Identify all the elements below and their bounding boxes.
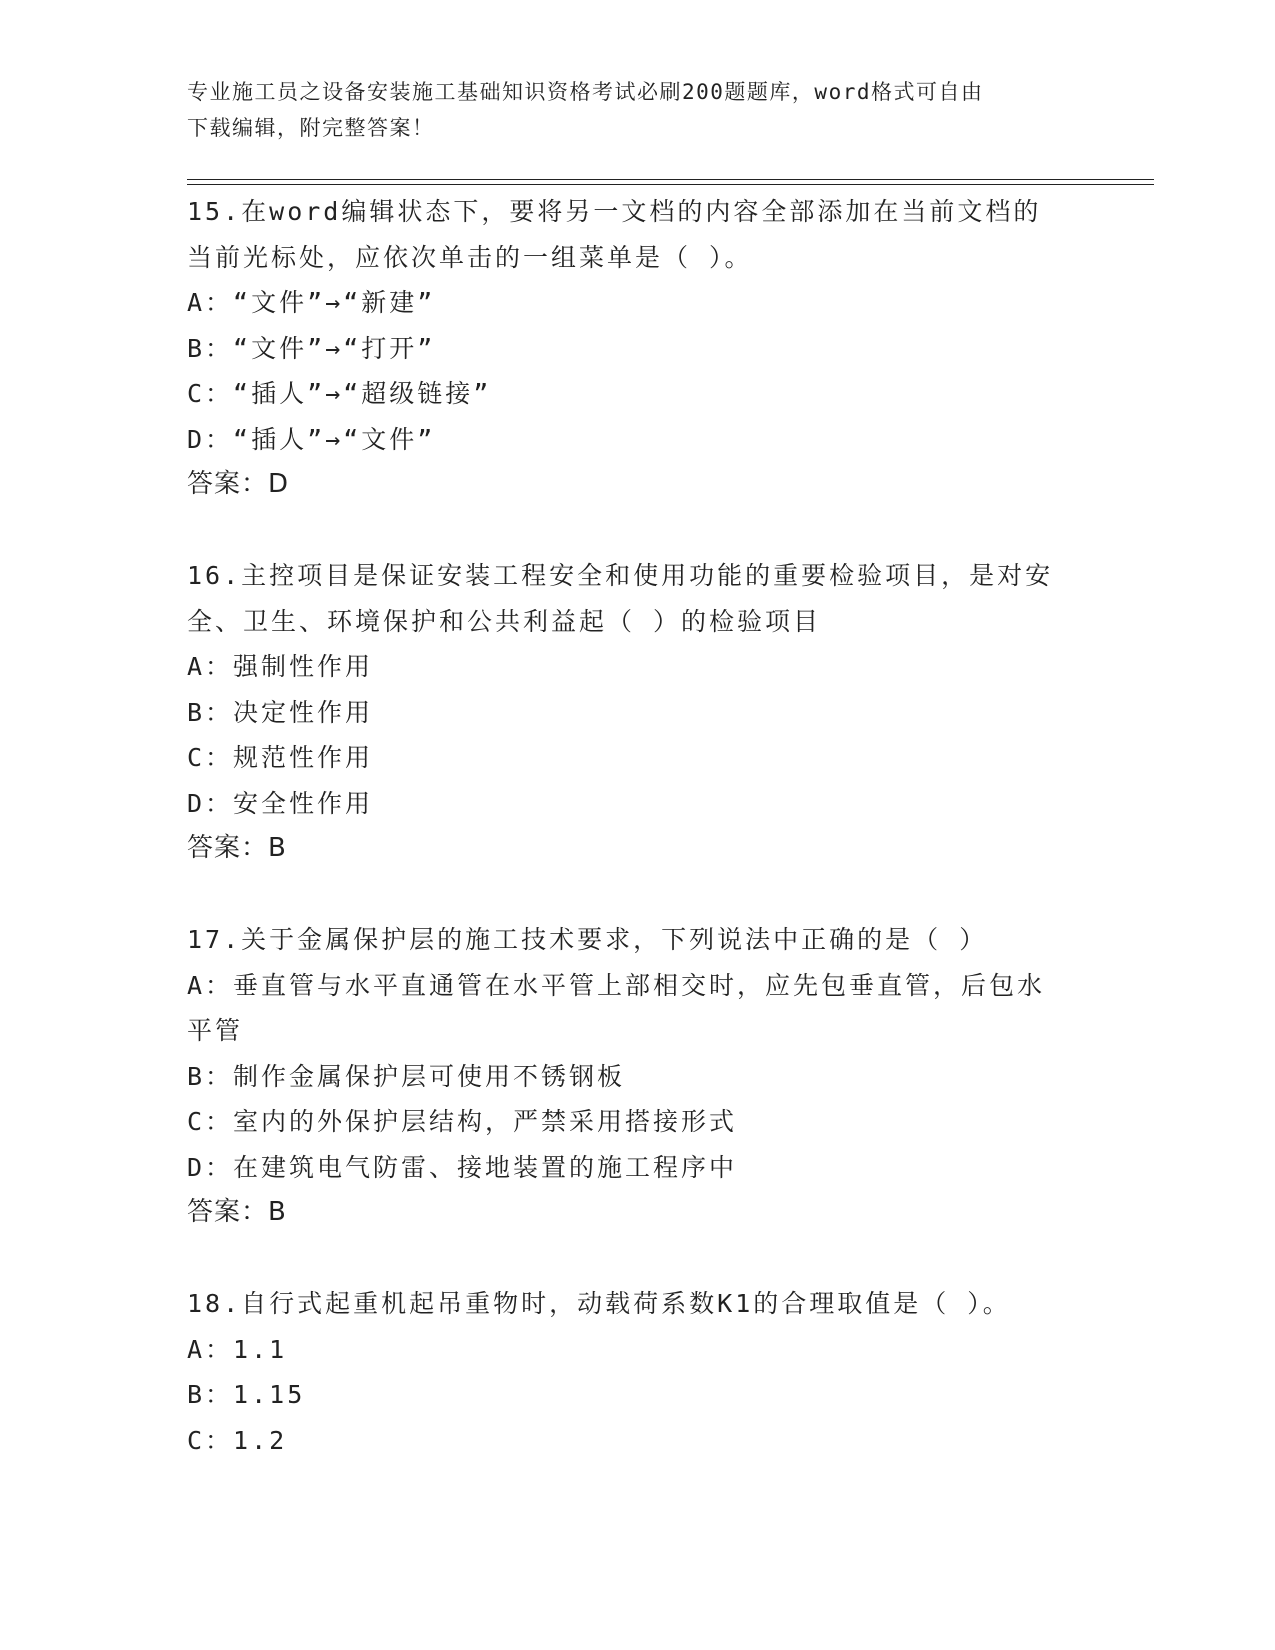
question-15 [187, 189, 1087, 508]
option-a-continued: 平管 [187, 1016, 244, 1045]
option-c: C：1.2 [187, 1425, 288, 1455]
document-header [187, 74, 1087, 146]
question-18 [187, 1281, 1087, 1463]
answer: 答案：B [187, 1197, 287, 1227]
option-b: B：决定性作用 [187, 697, 374, 727]
question-16 [187, 553, 1087, 872]
question-17 [187, 917, 1087, 1236]
option-a: A：1.1 [187, 1334, 288, 1364]
question-text-line: 17.关于金属保护层的施工技术要求，下列说法中正确的是（ ） [187, 925, 988, 954]
question-text-line: 16.主控项目是保证安装工程安全和使用功能的重要检验项目，是对安 [187, 561, 1054, 590]
option-b: B：制作金属保护层可使用不锈钢板 [187, 1061, 626, 1091]
option-d: D：在建筑电气防雷、接地装置的施工程序中 [187, 1152, 738, 1182]
option-c: C：规范性作用 [187, 743, 374, 772]
option-c: C：室内的外保护层结构，严禁采用搭接形式 [187, 1107, 738, 1136]
option-b: B：“文件”→“打开” [187, 333, 436, 363]
option-a: A：强制性作用 [187, 652, 374, 681]
question-text-line: 当前光标处，应依次单击的一组菜单是（ ）。 [187, 242, 753, 272]
option-c: C：“插人”→“超级链接” [187, 379, 492, 408]
option-b: B：1.15 [187, 1380, 306, 1409]
answer: 答案：B [187, 833, 287, 863]
option-d: D：安全性作用 [187, 788, 374, 818]
header-title-line-1: 专业施工员之设备安装施工基础知识资格考试必刷200题题库，word格式可自由 [187, 80, 984, 104]
header-title-line-2: 下载编辑，附完整答案！ [187, 116, 435, 140]
question-text-line: 全、卫生、环境保护和公共利益起（ ）的检验项目 [187, 606, 822, 636]
question-text-line: 15.在word编辑状态下，要将另一文档的内容全部添加在当前文档的 [187, 197, 1042, 226]
header-divider [187, 179, 1154, 185]
option-a: A：垂直管与水平直通管在水平管上部相交时，应先包垂直管，后包水 [187, 970, 1046, 1000]
option-a: A：“文件”→“新建” [187, 288, 436, 317]
question-text-line: 18.自行式起重机起吊重物时，动载荷系数K1的合理取值是（ ）。 [187, 1289, 1011, 1318]
answer: 答案：D [187, 469, 290, 499]
option-d: D：“插人”→“文件” [187, 424, 436, 454]
